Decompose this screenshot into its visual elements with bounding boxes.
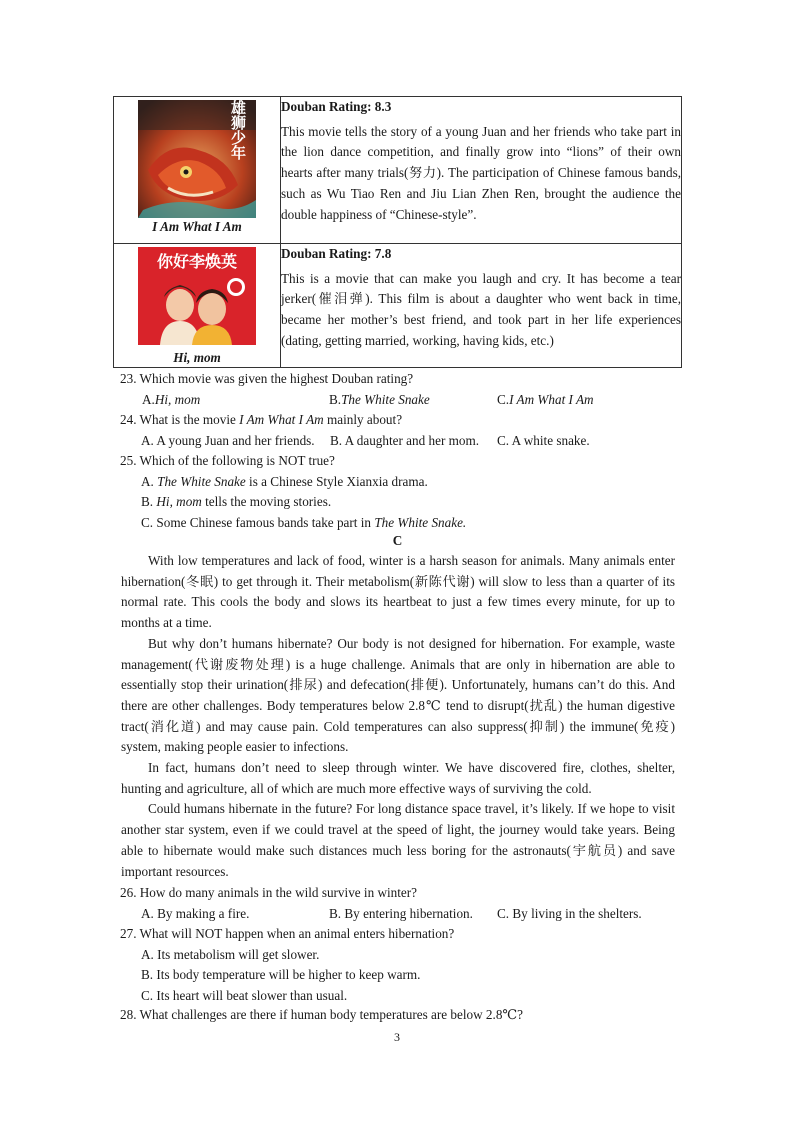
option-a[interactable]: A. By making a fire. [141, 905, 250, 921]
passage-paragraph: Could humans hibernate in the future? For long distance space travel, it’s likely. If we hope to visit another star system, even if we could travel at the speed of light, the journey would take years. Being able to hibernate would make such distances much less boring for the astronauts(宇航员) and save important resources. [121, 801, 675, 879]
question-stem [120, 410, 681, 431]
question-stem: 27. What will NOT happen when an animal enters hibernation? [120, 926, 455, 941]
option-label: B. [329, 391, 342, 407]
question-stem: 28. What challenges are there if human body temperatures are below 2.8℃? [120, 1007, 524, 1022]
option-title: Hi, mom [156, 494, 202, 510]
option-row [141, 390, 681, 411]
option-label: B. [141, 494, 157, 510]
option-b[interactable] [329, 390, 497, 411]
option-b[interactable]: B. By entering hibernation. [329, 905, 473, 921]
movie-caption: I Am What I Am [152, 219, 242, 234]
poster-cell [114, 244, 281, 368]
option-c[interactable]: C. Its heart will beat slower than usual. [141, 988, 348, 1004]
option-label: A. [142, 391, 155, 407]
question-26 [120, 883, 681, 924]
movie-description: This is a movie that can make you laugh and cry. It has become a tear jerker(催泪弹). This film is about a daughter who went back in time, became her mother’s best friend, and took part in her life experiences (dating, getting married, working, having kids, etc.) [281, 270, 681, 348]
option-b[interactable]: B. A daughter and her mom. [330, 432, 480, 448]
option-text: Hi, mom [154, 391, 201, 407]
option-label: A. [141, 473, 158, 489]
stem-text: 24. What is the movie [120, 412, 240, 427]
movie-row [114, 244, 682, 368]
poster-title-text: 雄狮少年 [229, 100, 247, 160]
movie-table [113, 96, 682, 368]
option-text: C. Some Chinese famous bands take part in [141, 515, 375, 531]
option-title: The White Snake [157, 473, 246, 489]
option-a[interactable] [141, 472, 681, 493]
poster-cell [114, 97, 281, 244]
option-b[interactable] [141, 492, 681, 513]
option-c[interactable]: C. A white snake. [497, 432, 590, 448]
stem-text: mainly about? [323, 412, 403, 427]
option-title: The White Snake. [374, 515, 467, 531]
question-24 [120, 410, 681, 451]
movie-description: This movie tells the story of a young Juan and her friends who take part in the lion dance competition, and finally grow into “lions” of their own hearts after many trials(努力). The participation of Chinese famous bands, such as Wu Tiao Ren and Jiu Lian Zhen Ren, brought the audience the double happiness of “Chinese-style”. [281, 123, 681, 222]
lion-dance-poster-image [138, 100, 256, 218]
question-28 [120, 1005, 681, 1026]
hi-mom-poster-image [138, 247, 256, 345]
option-b[interactable]: B. Its body temperature will be higher to keep warm. [141, 967, 421, 983]
question-stem: 25. Which of the following is NOT true? [120, 453, 335, 468]
question-stem: 26. How do many animals in the wild survive in winter? [120, 885, 418, 900]
question-23 [120, 369, 681, 410]
movie-info-cell [281, 244, 682, 368]
question-stem: 23. Which movie was given the highest Douban rating? [120, 371, 414, 386]
option-c[interactable]: C. By living in the shelters. [497, 905, 642, 921]
option-c[interactable] [497, 390, 594, 411]
reading-passage [121, 551, 675, 882]
option-a[interactable]: A. Its metabolism will get slower. [141, 946, 320, 962]
option-a[interactable]: A. A young Juan and her friends. [141, 432, 315, 448]
option-text: tells the moving stories. [201, 494, 332, 510]
question-25 [120, 451, 681, 534]
movie-info-cell [281, 97, 682, 244]
option-text: The White Snake [341, 391, 430, 407]
option-row [141, 904, 681, 925]
movie-row [114, 97, 682, 244]
poster-title-text: 你好李焕英 [156, 252, 238, 271]
option-text: is a Chinese Style Xianxia drama. [245, 473, 428, 489]
douban-rating: Douban Rating: 7.8 [281, 246, 392, 261]
stem-title: I Am What I Am [239, 412, 324, 427]
passage-paragraph: In fact, humans don’t need to sleep through winter. We have discovered fire, clothes, shelter, hunting and agriculture, all of which are much more effective ways of surviving the cold. [121, 760, 675, 796]
option-text: I Am What I Am [509, 391, 594, 407]
option-row [141, 431, 681, 452]
page-number: 3 [394, 1030, 400, 1044]
douban-rating: Douban Rating: 8.3 [281, 99, 392, 114]
passage-paragraph: With low temperatures and lack of food, winter is a harsh season for animals. Many animals enter hibernation(冬眠) to get through it. Their metabolism(新陈代谢) will slow to less than a quarter of its normal rate. This cools the body and slows its heartbeat to just a few times every minute, for up to months at a time. [121, 553, 675, 631]
option-label: C. [497, 391, 510, 407]
question-27 [120, 924, 681, 1007]
passage-paragraph: But why don’t humans hibernate? Our body is not designed for hibernation. For example, waste management(代谢废物处理) is a huge challenge. Animals that are only in hibernation are able to essentially stop their urination(排尿) and defecation(排便). Unfortunately, humans can’t do this. And there are other challenges. Body temperatures below 2.8℃ tend to disrupt(扰乱) the human digestive tract(消化道) and may cause pain. Cold temperatures can also suppress(抑制) the immune(免疫) system, making people easier to infections. [121, 635, 675, 755]
option-a[interactable] [142, 390, 329, 411]
movie-caption: Hi, mom [173, 350, 221, 365]
section-heading: C [392, 533, 403, 548]
